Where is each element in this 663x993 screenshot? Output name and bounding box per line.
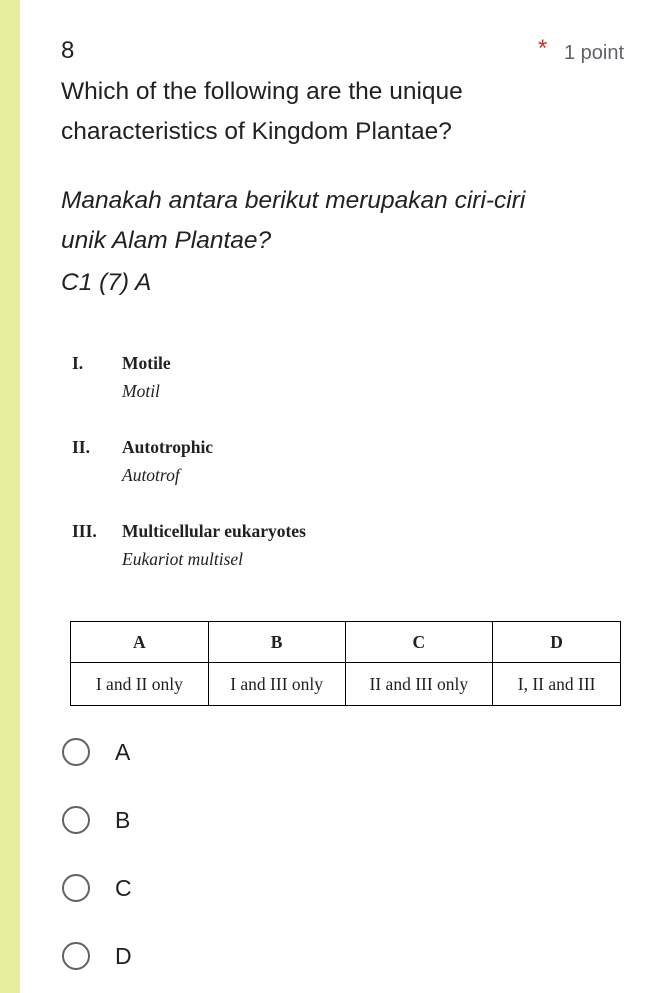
statement-malay: Motil xyxy=(122,381,160,401)
table-cell: II and III only xyxy=(345,663,493,706)
table-header-cell: C xyxy=(345,622,493,663)
option-c[interactable] xyxy=(61,874,361,910)
side-accent-bar xyxy=(0,0,20,993)
option-label: A xyxy=(115,739,131,765)
question-text-english: Which of the following are the unique characteristics of Kingdom Plantae? xyxy=(61,78,463,145)
question-text-malay: Manakah antara berikut merupakan ciri-ciri unik Alam Plantae? xyxy=(61,187,526,254)
question-points: 1 point xyxy=(564,42,625,64)
table-cell: I and III only xyxy=(208,663,345,706)
option-label: D xyxy=(115,943,132,969)
required-asterisk: * xyxy=(538,35,548,62)
statement-numeral: I. xyxy=(72,353,84,373)
statement-english: Motile xyxy=(122,353,171,373)
table-row xyxy=(71,663,621,706)
statement-malay: Autotrof xyxy=(122,465,180,485)
statement-english: Multicellular eukaryotes xyxy=(122,521,306,541)
table-cell: I and II only xyxy=(71,663,209,706)
table-cell: I, II and III xyxy=(493,663,621,706)
statement-english: Autotrophic xyxy=(122,437,214,457)
option-a[interactable] xyxy=(61,738,361,774)
table-header-row xyxy=(71,622,621,663)
answer-choices-table xyxy=(70,621,621,706)
statement-numeral: III. xyxy=(72,521,97,541)
radio-button[interactable] xyxy=(62,874,90,902)
statement-malay: Eukariot multisel xyxy=(122,549,244,569)
option-label: B xyxy=(115,807,131,833)
question-code: C1 (7) A xyxy=(61,269,152,296)
option-d[interactable] xyxy=(61,942,361,978)
option-b[interactable] xyxy=(61,806,361,842)
option-label: C xyxy=(115,875,132,901)
table-header-cell: B xyxy=(208,622,345,663)
radio-button[interactable] xyxy=(62,806,90,834)
table-header-cell: D xyxy=(493,622,621,663)
radio-button[interactable] xyxy=(62,942,90,970)
statement-numeral: II. xyxy=(72,437,90,457)
table-header-cell: A xyxy=(71,622,209,663)
question-number: 8 xyxy=(61,37,75,64)
radio-button[interactable] xyxy=(62,738,90,766)
